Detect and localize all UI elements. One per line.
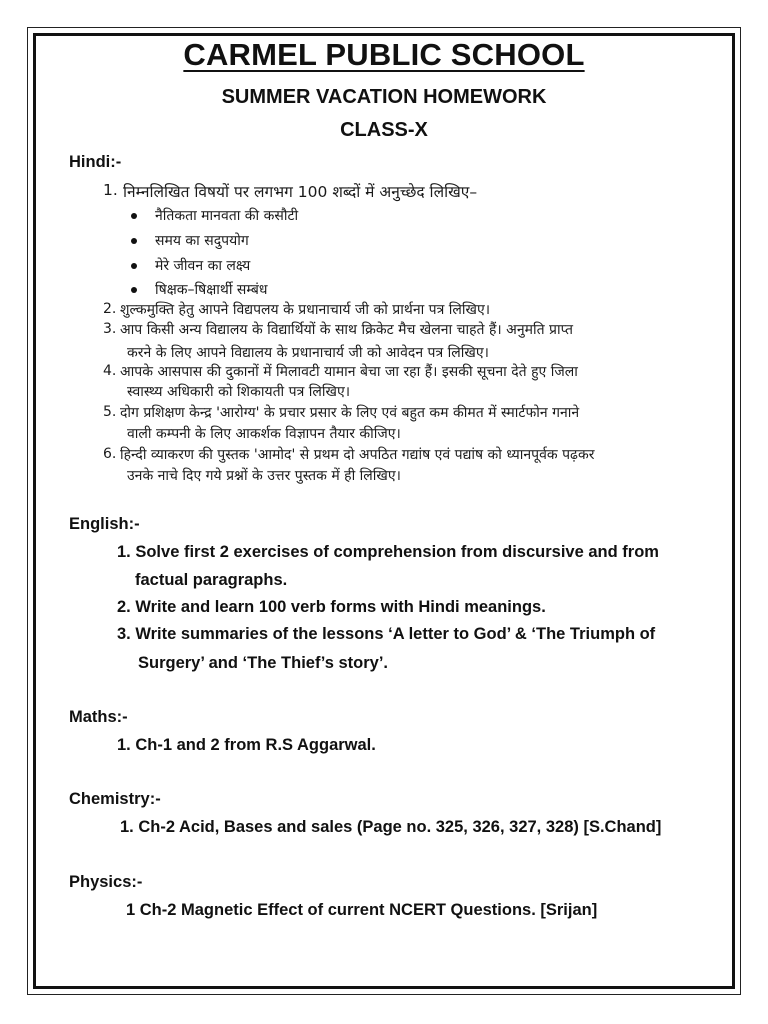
bullet-dot <box>131 238 137 244</box>
hindi-q4-line2: स्वास्थ्य अधिकारी को शिकायती पत्र लिखिए। <box>127 384 351 400</box>
physics-item: 1 Ch-2 Magnetic Effect of current NCERT Questions. [Srijan] <box>126 901 598 919</box>
hindi-q5-line1: दोग प्रशिक्षण केन्द्र 'आरोग्य' के प्रचार प्रसार के लिए एवं बहुत कम कीमत में स्मार्टफोन गनाने <box>120 405 580 421</box>
hindi-q4-number: 4. <box>103 363 117 379</box>
chemistry-item: 1. Ch-2 Acid, Bases and sales (Page no. 325, 326, 327, 328) [S.Chand] <box>120 818 662 836</box>
class-label: CLASS-X <box>340 119 428 141</box>
english-item-3-line1: 3. Write summaries of the lessons ‘A letter to God’ & ‘The Triumph of <box>117 625 656 643</box>
bullet-dot <box>131 263 137 269</box>
hindi-q6-line1: हिन्दी व्याकरण की पुस्तक 'आमोद' से प्रथम दो अपठित गद्यांष एवं पद्यांष को ध्यानपूर्वक पढ़कर <box>120 447 595 463</box>
maths-item: 1. Ch-1 and 2 from R.S Aggarwal. <box>117 736 376 754</box>
english-item-2: 2. Write and learn 100 verb forms with Hindi meanings. <box>117 598 546 616</box>
hindi-q1-number: 1. <box>103 181 118 199</box>
hindi-q5-number: 5. <box>103 404 117 420</box>
hindi-q3-number: 3. <box>103 321 117 337</box>
hindi-q3-line2: करने के लिए आपने विद्यालय के प्रधानाचार्य जी को आवेदन पत्र लिखिए। <box>127 345 489 361</box>
bullet-dot <box>131 213 137 219</box>
hindi-q2-text: शुल्कमुक्ति हेतु आपने विद्यपलय के प्रधानाचार्य जी को प्रार्थना पत्र लिखिए। <box>120 302 491 318</box>
english-item-1-line1: 1. Solve first 2 exercises of comprehension from discursive and from <box>117 543 659 561</box>
bullet-dot <box>131 287 137 293</box>
hindi-bullet-item: मेरे जीवन का लक्ष्य <box>155 258 251 274</box>
hindi-q3-line1: आप किसी अन्य विद्यालय के विद्यार्थियों के साथ क्रिकेट मैच खेलना चाहते हैं। अनुमति प्राप्त <box>120 322 573 338</box>
hindi-bullet-item: षिक्षक–षिक्षार्थी सम्बंध <box>155 282 268 298</box>
hindi-q6-number: 6. <box>103 446 117 462</box>
physics-heading: Physics:- <box>69 873 143 891</box>
hindi-q6-line2: उनके नाचे दिए गये प्रश्नों के उत्तर पुस्तक में ही लिखिए। <box>127 468 401 484</box>
hindi-q5-line2: वाली कम्पनी के लिए आकर्शक विज्ञापन तैयार कीजिए। <box>127 426 401 442</box>
homework-subtitle: SUMMER VACATION HOMEWORK <box>221 86 547 108</box>
hindi-bullet-item: नैतिकता मानवता की कसौटी <box>155 208 299 224</box>
english-heading: English:- <box>69 515 140 533</box>
maths-heading: Maths:- <box>69 708 128 726</box>
hindi-q4-line1: आपके आसपास की दुकानों में मिलावटी यामान बेचा जा रहा हैं। इसकी सूचना देते हुए जिला <box>120 364 578 380</box>
hindi-heading: Hindi:- <box>69 153 122 171</box>
school-title: CARMEL PUBLIC SCHOOL <box>183 37 585 72</box>
hindi-q2-number: 2. <box>103 301 117 317</box>
chemistry-heading: Chemistry:- <box>69 790 161 808</box>
hindi-q1-text: निम्नलिखित विषयों पर लगभग 100 शब्दों में अनुच्छेद लिखिए– <box>123 183 478 201</box>
page-border-inner <box>33 33 735 989</box>
hindi-bullet-item: समय का सदुपयोग <box>155 233 249 249</box>
english-item-3-line2: Surgery’ and ‘The Thief’s story’. <box>138 654 388 672</box>
english-item-1-line2: factual paragraphs. <box>135 571 288 589</box>
